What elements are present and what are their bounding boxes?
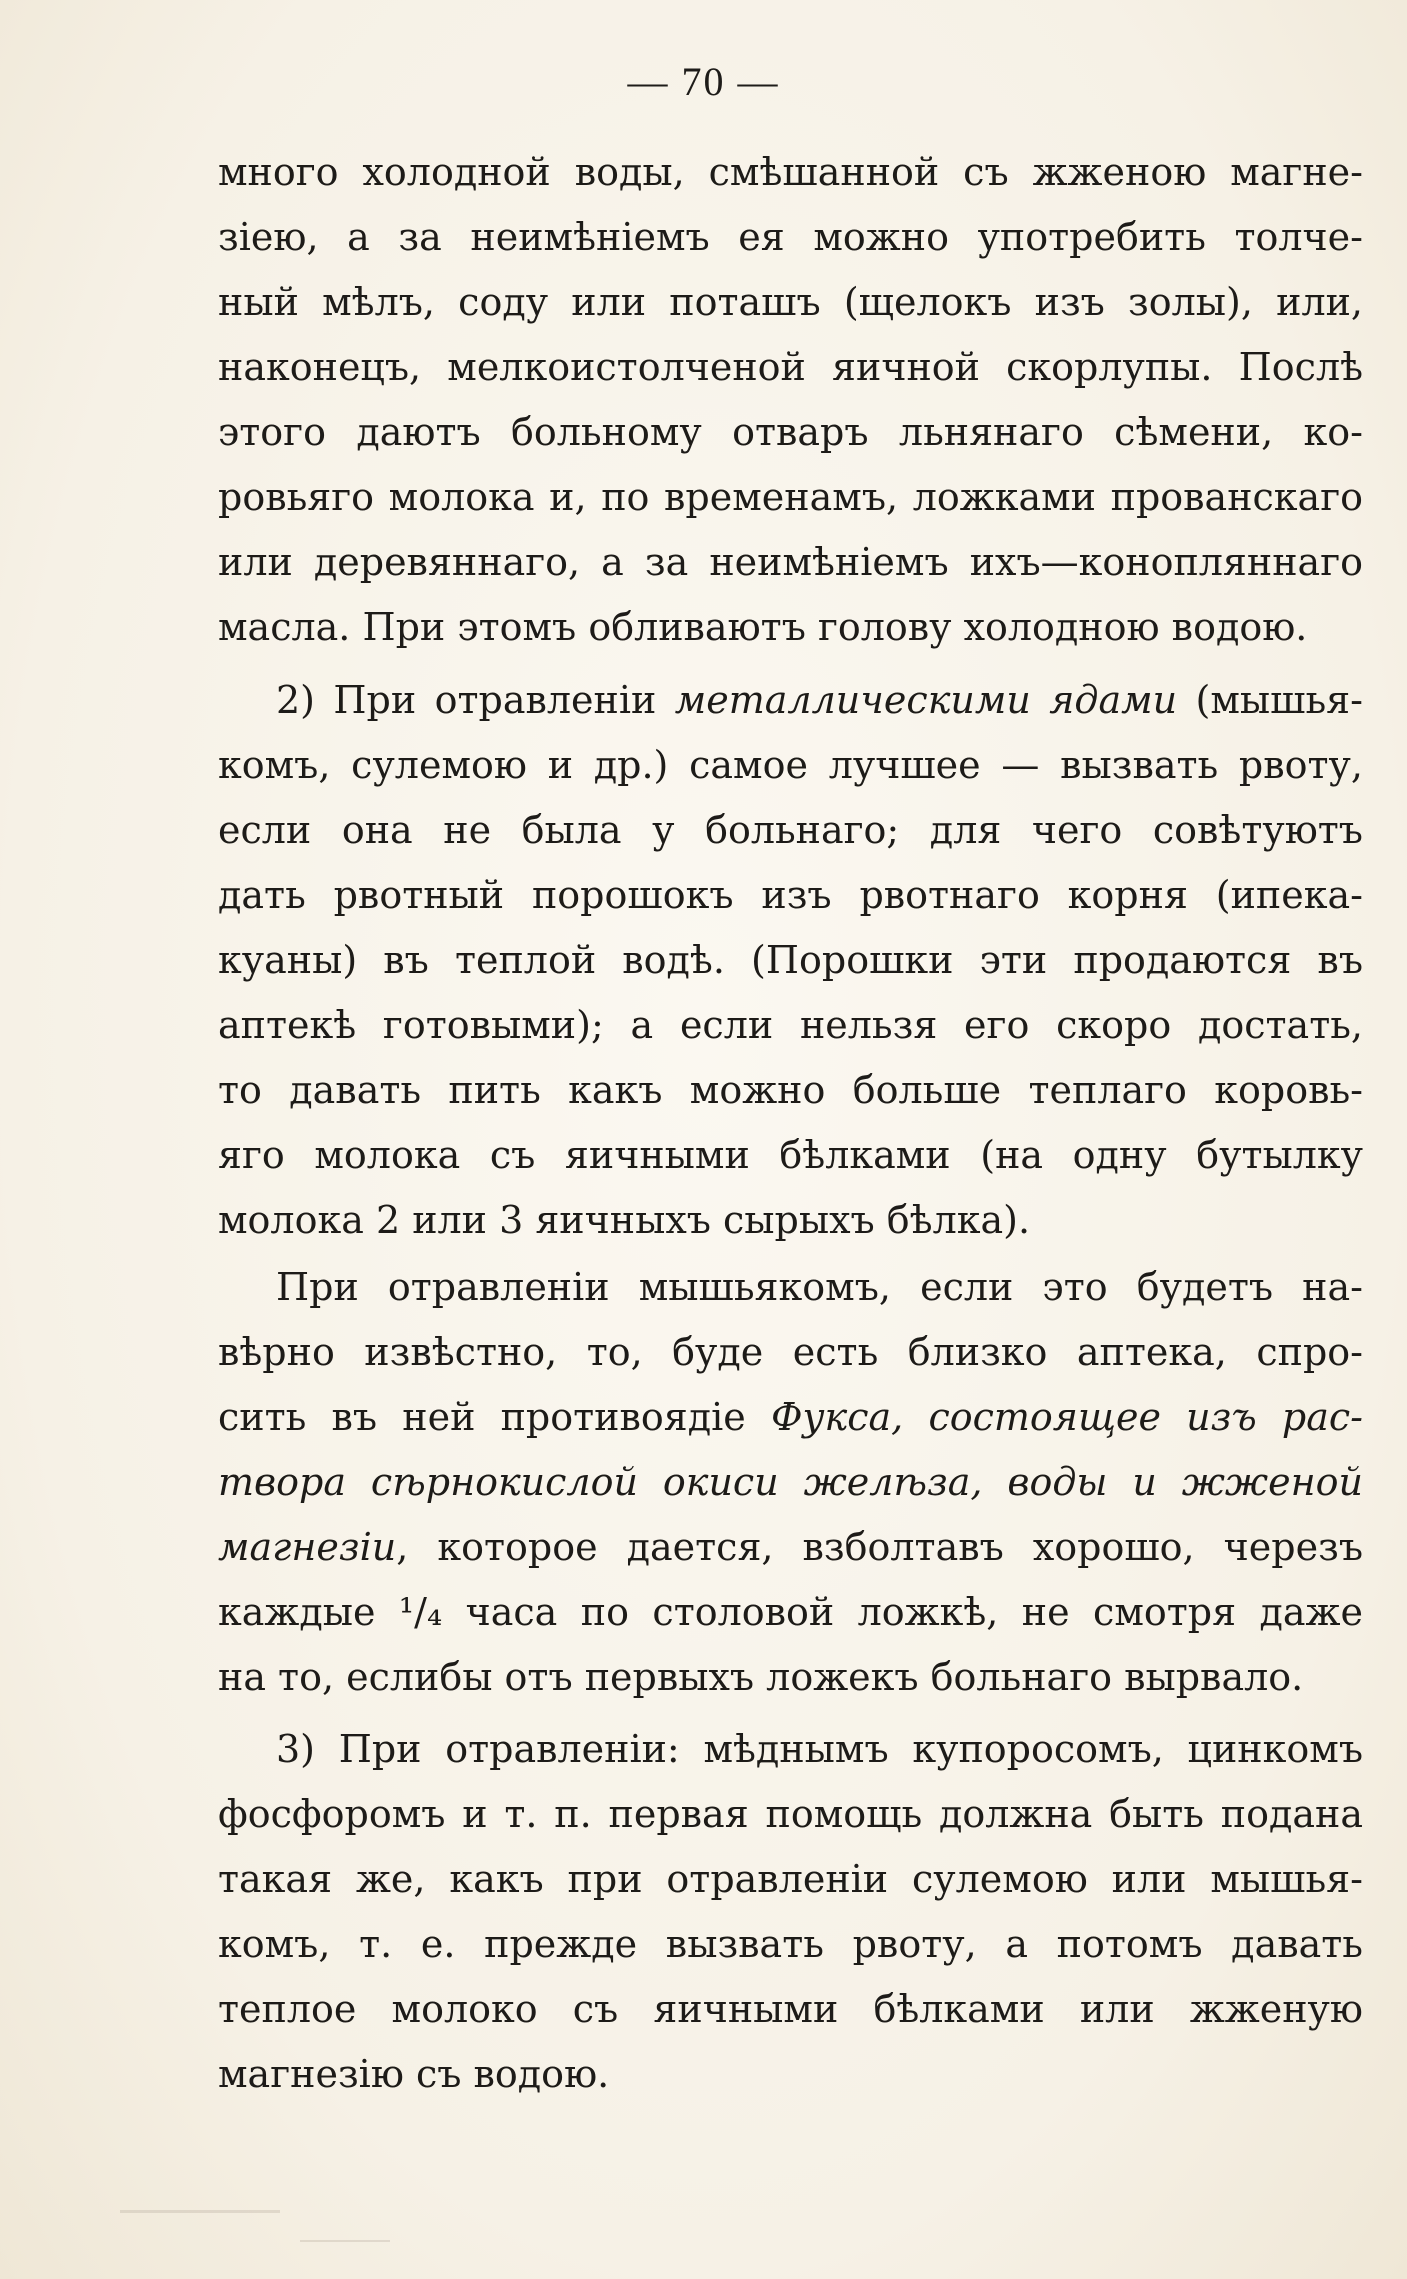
text-run: этого даютъ больному отваръ льнянаго сѣмени, ко-: [218, 410, 1363, 454]
text-line: [218, 1385, 1363, 1450]
text-run: теплое молоко съ яичными бѣлками или жженую: [218, 1987, 1363, 2031]
paragraph: [218, 140, 1363, 660]
text-run: ный мѣлъ, соду или поташъ (щелокъ изъ золы), или,: [218, 280, 1363, 324]
text-line: [218, 1717, 1363, 1782]
paragraph: [218, 1255, 1363, 1710]
text-run: куаны) въ теплой водѣ. (Порошки эти продаются въ: [218, 938, 1363, 982]
text-run: 3) При отравленiи: мѣднымъ купоросомъ, цинкомъ: [276, 1727, 1363, 1771]
text-line: [218, 400, 1363, 465]
text-line: [218, 595, 1363, 660]
text-line: [218, 1912, 1363, 1977]
text-line: [218, 1255, 1363, 1320]
text-line: [218, 733, 1363, 798]
text-run: много холодной воды, смѣшанной съ жженою магне-: [218, 150, 1363, 194]
paper-blemish: [120, 2210, 280, 2213]
text-line: [218, 1782, 1363, 1847]
text-line: [218, 798, 1363, 863]
italic-text: Фукса, состоящее изъ рас-: [770, 1395, 1363, 1439]
text-run: наконецъ, мелкоистолченой яичной скорлупы. Послѣ: [218, 345, 1363, 389]
text-run: ровьяго молока и, по временамъ, ложками прованскаго: [218, 475, 1363, 519]
text-run: молока 2 или 3 яичныхъ сырыхъ бѣлка).: [218, 1198, 1031, 1242]
text-line: [218, 530, 1363, 595]
italic-text: металлическими ядами: [674, 678, 1178, 722]
paragraph: [218, 668, 1363, 1253]
text-run: каждые ¹/₄ часа по столовой ложкѣ, не смотря даже: [218, 1590, 1363, 1634]
text-run: вѣрно извѣстно, то, буде есть близко аптека, спро-: [218, 1330, 1363, 1374]
text-line: [218, 1977, 1363, 2042]
text-run: масла. При этомъ обливаютъ голову холодною водою.: [218, 605, 1308, 649]
text-line: [218, 335, 1363, 400]
text-line: [218, 1188, 1363, 1253]
text-line: [218, 270, 1363, 335]
text-run: если она не была у больнаго; для чего совѣтуютъ: [218, 808, 1363, 852]
text-run: или деревяннаго, а за неимѣнiемъ ихъ—конопляннаго: [218, 540, 1363, 584]
italic-text: магнезiи: [218, 1525, 397, 1569]
text-run: на то, еслибы отъ первыхъ ложекъ больнаго вырвало.: [218, 1655, 1304, 1699]
text-line: [218, 140, 1363, 205]
text-run: , которое дается, взболтавъ хорошо, черезъ: [396, 1525, 1363, 1569]
text-run: комъ, т. е. прежде вызвать рвоту, а потомъ давать: [218, 1922, 1363, 1966]
text-run: такая же, какъ при отравленiи сулемою или мышья-: [218, 1857, 1363, 1901]
text-line: [218, 863, 1363, 928]
text-line: [218, 465, 1363, 530]
text-run: яго молока съ яичными бѣлками (на одну бутылку: [218, 1133, 1363, 1177]
text-line: [218, 2042, 1363, 2107]
text-line: [218, 1580, 1363, 1645]
text-run: аптекѣ готовыми); а если нельзя его скоро достать,: [218, 1003, 1363, 1047]
text-line: [218, 1645, 1363, 1710]
paragraph: [218, 1717, 1363, 2107]
italic-text: твора сѣрнокислой окиси желѣза, воды и жженой: [218, 1460, 1363, 1504]
text-run: сить въ ней противоядiе: [218, 1395, 771, 1439]
text-line: [218, 993, 1363, 1058]
text-run: фосфоромъ и т. п. первая помощь должна быть подана: [218, 1792, 1363, 1836]
paper-blemish: [300, 2240, 390, 2242]
text-line: [218, 1058, 1363, 1123]
text-line: [218, 1123, 1363, 1188]
text-run: При отравленiи мышьякомъ, если это будетъ на-: [276, 1265, 1363, 1309]
text-line: [218, 1515, 1363, 1580]
text-line: [218, 1450, 1363, 1515]
text-line: [218, 1320, 1363, 1385]
text-run: комъ, сулемою и др.) самое лучшее — вызвать рвоту,: [218, 743, 1363, 787]
text-run: 2) При отравленiи: [276, 678, 675, 722]
text-run: то давать пить какъ можно больше теплаго коровь-: [218, 1068, 1363, 1112]
text-line: [218, 1847, 1363, 1912]
text-line: [218, 928, 1363, 993]
text-line: [218, 205, 1363, 270]
page-number: — 70 —: [627, 59, 780, 104]
text-run: (мышья-: [1177, 678, 1363, 722]
text-run: зiею, а за неимѣнiемъ ея можно употребить толче-: [218, 215, 1363, 259]
text-run: дать рвотный порошокъ изъ рвотнаго корня (ипека-: [218, 873, 1363, 917]
text-run: магнезiю съ водою.: [218, 2052, 610, 2096]
text-line: [218, 668, 1363, 733]
